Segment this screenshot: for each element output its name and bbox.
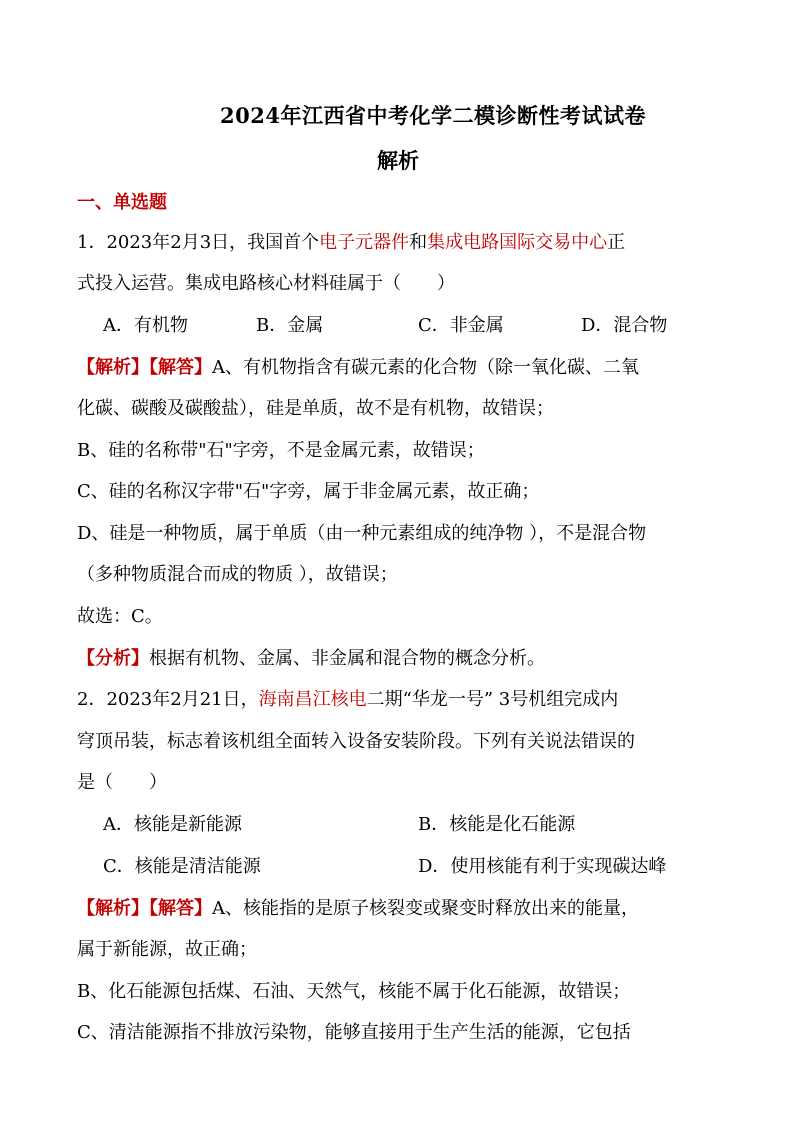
question-1-analysis-line-1: 【解析】【解答】A、有机物指含有碳元素的化合物（除一氧化碳、二氧: [77, 357, 639, 378]
question-2-line-1: 2．2023年2月21日，海南昌江核电二期“华龙一号” 3号机组完成内: [77, 689, 619, 710]
question-1-option-c: C．非金属: [418, 315, 504, 336]
question-1-analysis-line-6: （多种物质混合而成的物质 ），故错误；: [77, 564, 398, 585]
question-1-analysis-line-5: D、硅是一种物质，属于单质（由一种元素组成的纯净物 ），不是混合物: [77, 523, 647, 544]
question-2-option-c: C．核能是清洁能源: [103, 856, 261, 877]
document-title: 2024年江西省中考化学二模诊断性考试试卷: [220, 103, 646, 128]
question-1-option-b: B．金属: [256, 315, 324, 336]
question-2-line-2: 穹顶吊装，标志着该机组全面转入设备安装阶段。下列有关说法错误的: [77, 731, 635, 752]
question-1-answer: 故选：C。: [77, 606, 163, 627]
question-1-fenxi: 【分析】根据有机物、金属、非金属和混合物的概念分析。: [77, 648, 545, 669]
question-1-option-d: D．混合物: [581, 315, 668, 336]
question-1-line-1: 1．2023年2月3日，我国首个电子元器件和集成电路国际交易中心正: [77, 232, 626, 253]
question-2-analysis-line-2: 属于新能源，故正确；: [77, 939, 257, 960]
question-2-option-a: A．核能是新能源: [103, 814, 242, 835]
question-1-option-a: A．有机物: [103, 315, 188, 336]
document-subtitle: 解析: [377, 148, 419, 173]
question-2-option-d: D．使用核能有利于实现碳达峰: [418, 856, 667, 877]
question-1-analysis-line-2: 化碳、碳酸及碳酸盐），硅是单质，故不是有机物，故错误；: [77, 398, 554, 419]
question-2-line-3: 是（ ）: [77, 772, 167, 793]
section-heading: 一、单选题: [77, 192, 167, 213]
question-2-analysis-line-4: C、清洁能源指不排放污染物，能够直接用于生产生活的能源，它包括: [77, 1022, 631, 1043]
question-2-analysis-line-3: B、化石能源包括煤、石油、天然气，核能不属于化石能源，故错误；: [77, 981, 631, 1002]
question-2-option-b: B．核能是化石能源: [418, 814, 576, 835]
question-1-analysis-line-3: B、硅的名称带"石"字旁，不是金属元素，故错误；: [77, 440, 485, 461]
question-1-analysis-line-4: C、硅的名称汉字带"石"字旁，属于非金属元素，故正确；: [77, 481, 540, 502]
question-1-line-2: 式投入运营。集成电路核心材料硅属于（ ）: [77, 273, 455, 294]
question-2-analysis-line-1: 【解析】【解答】A、核能指的是原子核裂变或聚变时释放出来的能量，: [77, 898, 639, 919]
